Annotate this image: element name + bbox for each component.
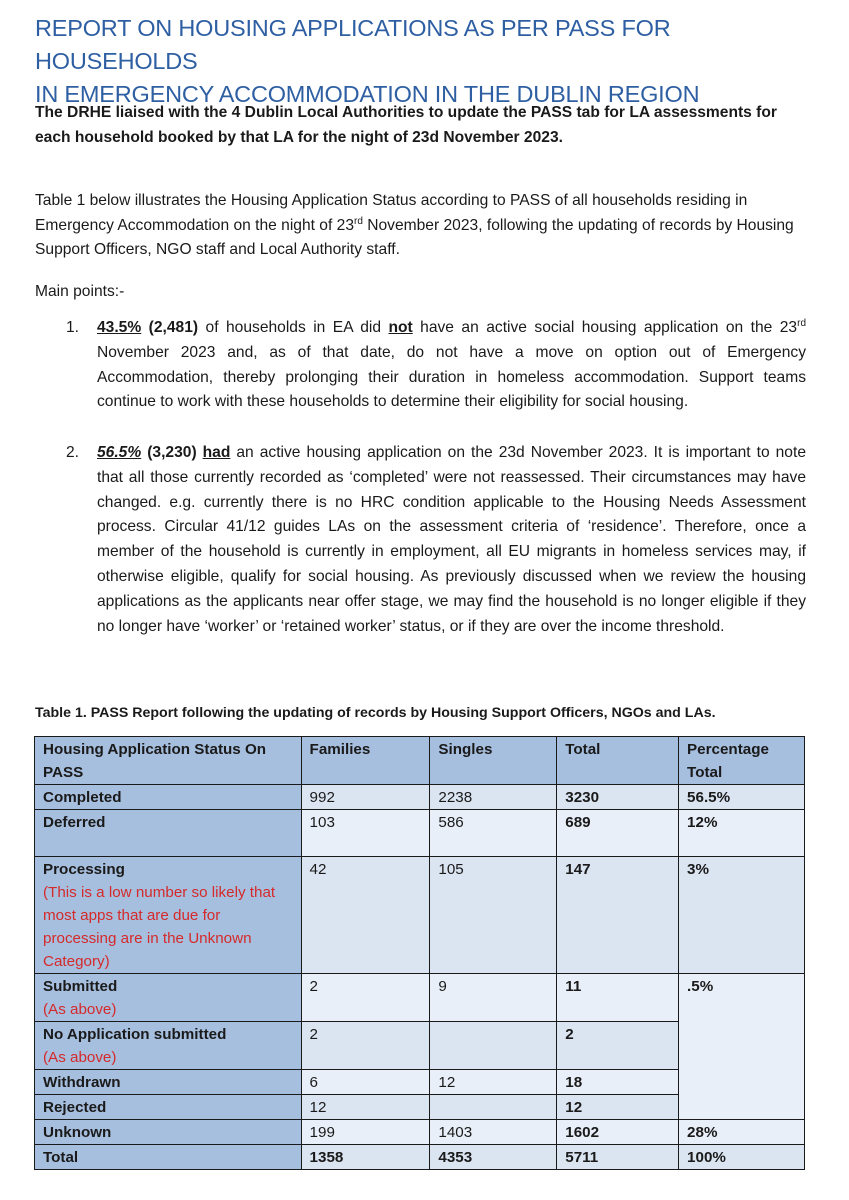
point1-text-c: November 2023 and, as of that date, do not have a move on option out of Emergency Accommodation, thereby prolonging their duration in homeless accommodation. Support teams continue to work with these households to determine their eligibility for social housing. bbox=[97, 343, 806, 411]
point1-sup: rd bbox=[797, 317, 807, 329]
status-note: (This is a low number so likely that most apps that are due for processing are in the Unknown Category) bbox=[43, 884, 276, 970]
cell-total: 12 bbox=[557, 1095, 679, 1120]
cell-percentage: 28% bbox=[679, 1120, 805, 1145]
main-point-2 bbox=[66, 441, 806, 666]
cell-families: 2 bbox=[301, 974, 430, 1022]
point2-text: an active housing application on the 23d November 2023. It is important to note that all those currently recorded as ‘completed’ were not reassessed. Their circumstances may have changed. e.g. currently there is no HRC condition applicable to the Housing Needs Assessment process. Circular 41/12 guides LAs on the assessment criteria of ‘residence’. Therefore, once a member of the household is currently in employment, all EU migrants in homeless services may, if otherwise eligible, qualify for social housing. As previously discussed when we review the housing applications as the applicants near offer stage, we may find the household is no longer eligible if they no longer have ‘worker’ or ‘retained worker’ status, or if they are over the income threshold. bbox=[97, 444, 806, 635]
report-title bbox=[35, 12, 825, 111]
status-label: No Application submitted bbox=[43, 1026, 227, 1043]
cell-percentage: 3% bbox=[679, 857, 805, 974]
cell-status: Unknown bbox=[35, 1120, 302, 1145]
para1-text-a: Table 1 below illustrates the Housing Application Status according to PASS of all households residing in Emergency Accommodation on the night of 23 bbox=[35, 192, 748, 234]
cell-status bbox=[35, 857, 302, 974]
main-point-1-text bbox=[97, 316, 806, 415]
header-total: Total bbox=[557, 737, 679, 785]
cell-total: 5711 bbox=[557, 1145, 679, 1170]
main-point-1 bbox=[66, 316, 806, 416]
cell-singles: 1403 bbox=[430, 1120, 557, 1145]
point1-not: not bbox=[388, 319, 413, 336]
cell-families: 1358 bbox=[301, 1145, 430, 1170]
para1-sup: rd bbox=[354, 215, 363, 227]
cell-families: 12 bbox=[301, 1095, 430, 1120]
table-caption: Table 1. PASS Report following the updating of records by Housing Support Officers, NGOs and LAs. bbox=[35, 705, 716, 721]
cell-total: 147 bbox=[557, 857, 679, 974]
cell-status: Rejected bbox=[35, 1095, 302, 1120]
cell-singles: 9 bbox=[430, 974, 557, 1022]
cell-families: 6 bbox=[301, 1070, 430, 1095]
table-row-processing bbox=[35, 857, 805, 974]
cell-total: 11 bbox=[557, 974, 679, 1022]
point1-text-b: have an active social housing application on the 23 bbox=[412, 319, 798, 336]
para1-text-b: November 2023, following the updating of records by Housing Support Officers, NGO staff and Local Authority staff. bbox=[35, 216, 794, 258]
report-title-line-1: REPORT ON HOUSING APPLICATIONS AS PER PASS FOR HOUSEHOLDS bbox=[35, 15, 671, 74]
status-note: (As above) bbox=[43, 1001, 117, 1018]
header-singles: Singles bbox=[430, 737, 557, 785]
point2-percentage: 56.5% bbox=[97, 444, 142, 461]
status-label: Submitted bbox=[43, 978, 118, 995]
main-point-2-number: 2. bbox=[66, 444, 80, 461]
cell-families: 42 bbox=[301, 857, 430, 974]
intro-paragraph: The DRHE liaised with the 4 Dublin Local Authorities to update the PASS tab for LA assessments for each household booked by that LA for the night of 23d November 2023. bbox=[35, 104, 777, 146]
cell-singles: 586 bbox=[430, 810, 557, 857]
cell-singles: 4353 bbox=[430, 1145, 557, 1170]
main-point-2-text bbox=[97, 441, 806, 639]
cell-status: Completed bbox=[35, 785, 302, 810]
table-description-paragraph bbox=[35, 189, 815, 263]
cell-percentage: .5% bbox=[679, 974, 805, 1120]
point1-count: (2,481) bbox=[141, 319, 199, 336]
point2-count: (3,230) bbox=[141, 444, 203, 461]
point1-text-a: of households in EA did bbox=[198, 319, 389, 336]
cell-percentage: 12% bbox=[679, 810, 805, 857]
cell-total: 18 bbox=[557, 1070, 679, 1095]
cell-total: 689 bbox=[557, 810, 679, 857]
table-row-completed bbox=[35, 785, 805, 810]
cell-families: 2 bbox=[301, 1022, 430, 1070]
status-label: Processing bbox=[43, 861, 125, 878]
table-header-row bbox=[35, 737, 805, 785]
point2-had: had bbox=[202, 444, 231, 461]
main-points-label: Main points:- bbox=[35, 283, 125, 300]
point1-percentage: 43.5% bbox=[97, 319, 142, 336]
pass-report-table bbox=[34, 736, 805, 1170]
cell-percentage: 100% bbox=[679, 1145, 805, 1170]
cell-singles bbox=[430, 1095, 557, 1120]
report-title-line-2: IN EMERGENCY ACCOMMODATION IN THE DUBLIN REGION bbox=[35, 81, 700, 107]
header-families: Families bbox=[301, 737, 430, 785]
cell-singles: 2238 bbox=[430, 785, 557, 810]
table-row-submitted bbox=[35, 974, 805, 1022]
cell-total: 1602 bbox=[557, 1120, 679, 1145]
cell-families: 992 bbox=[301, 785, 430, 810]
cell-families: 199 bbox=[301, 1120, 430, 1145]
cell-status: Total bbox=[35, 1145, 302, 1170]
cell-singles: 105 bbox=[430, 857, 557, 974]
cell-singles: 12 bbox=[430, 1070, 557, 1095]
cell-total: 2 bbox=[557, 1022, 679, 1070]
table-row-deferred bbox=[35, 810, 805, 857]
cell-families: 103 bbox=[301, 810, 430, 857]
cell-status bbox=[35, 1022, 302, 1070]
cell-status: Deferred bbox=[35, 810, 302, 857]
table-row-unknown bbox=[35, 1120, 805, 1145]
status-note: (As above) bbox=[43, 1049, 117, 1066]
table-row-total bbox=[35, 1145, 805, 1170]
main-point-1-number: 1. bbox=[66, 319, 80, 336]
cell-percentage: 56.5% bbox=[679, 785, 805, 810]
cell-status bbox=[35, 974, 302, 1022]
header-status: Housing Application Status On PASS bbox=[35, 737, 302, 785]
cell-singles bbox=[430, 1022, 557, 1070]
cell-total: 3230 bbox=[557, 785, 679, 810]
cell-status: Withdrawn bbox=[35, 1070, 302, 1095]
header-percentage: Percentage Total bbox=[679, 737, 805, 785]
